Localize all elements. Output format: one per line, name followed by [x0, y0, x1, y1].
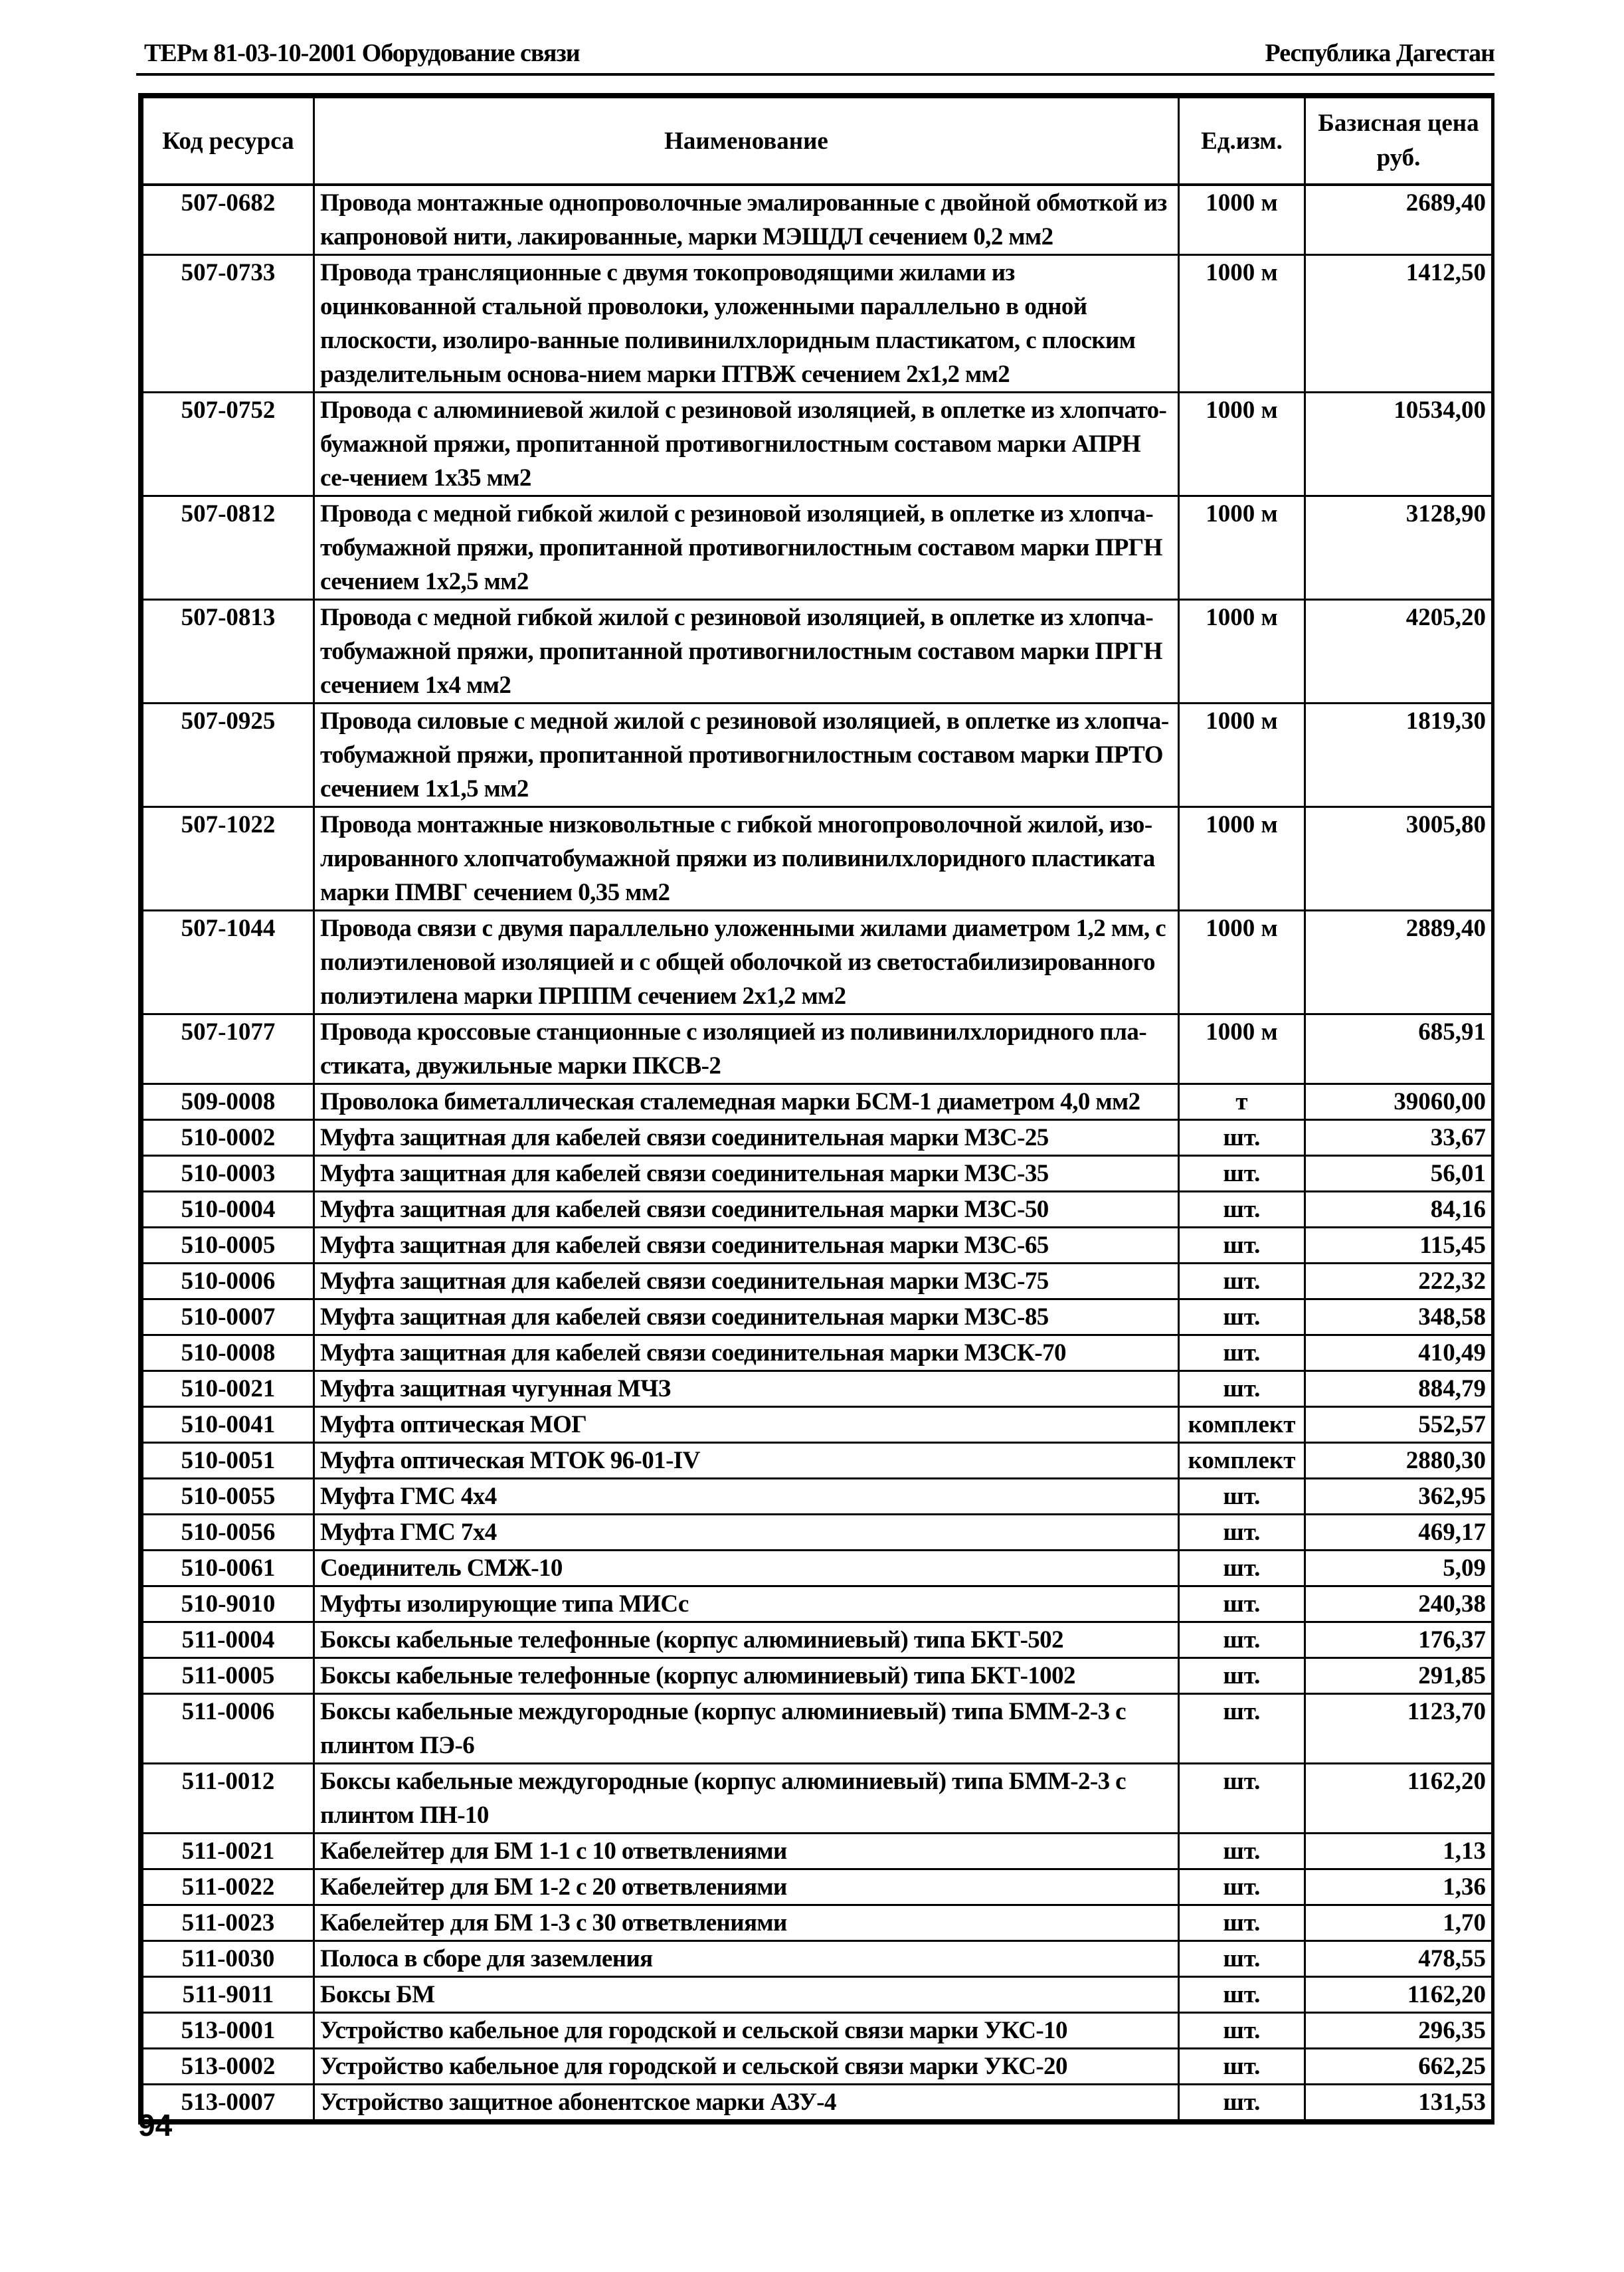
- cell-unit: шт.: [1179, 1335, 1305, 1371]
- cell-price: 685,91: [1305, 1014, 1492, 1084]
- table-row: [143, 1371, 1492, 1407]
- table-row: [143, 1905, 1492, 1941]
- cell-code: 507-0813: [143, 600, 314, 704]
- table-body: [143, 185, 1492, 2121]
- cell-unit: шт.: [1179, 1515, 1305, 1551]
- cell-unit: шт.: [1179, 1371, 1305, 1407]
- cell-price: 296,35: [1305, 2013, 1492, 2049]
- cell-unit: шт.: [1179, 1905, 1305, 1941]
- header-region: Республика Дагестан: [1265, 39, 1494, 67]
- cell-name: Провода с медной гибкой жилой с резиновой изоляцией, в оплетке из хлопча-тобумажной пряжи, пропитанной противогнилостным составом марки ПРГН сечением 1х2,5 мм2: [314, 496, 1179, 600]
- cell-name: Муфта защитная для кабелей связи соединительная марки МЗС-25: [314, 1120, 1179, 1156]
- cell-unit: шт.: [1179, 1586, 1305, 1622]
- table-row: [143, 1120, 1492, 1156]
- cell-code: 511-0012: [143, 1764, 314, 1834]
- column-header-price: [1305, 98, 1492, 185]
- cell-name: Муфта защитная для кабелей связи соединительная марки МЗС-35: [314, 1156, 1179, 1192]
- table-row: [143, 600, 1492, 704]
- table-row: [143, 704, 1492, 807]
- cell-unit: 1000 м: [1179, 255, 1305, 393]
- cell-name: Боксы кабельные междугородные (корпус алюминиевый) типа БММ-2-3 с плинтом ПЭ-6: [314, 1694, 1179, 1764]
- table-row: [143, 1228, 1492, 1264]
- table-header-row: [143, 98, 1492, 185]
- column-header-name: Наименование: [314, 98, 1179, 185]
- price-table: [141, 96, 1493, 2121]
- table-row: [143, 911, 1492, 1014]
- cell-price: 84,16: [1305, 1192, 1492, 1228]
- cell-price: 410,49: [1305, 1335, 1492, 1371]
- cell-name: Муфта защитная для кабелей связи соединительная марки МЗС-50: [314, 1192, 1179, 1228]
- cell-price: 56,01: [1305, 1156, 1492, 1192]
- cell-code: 507-1044: [143, 911, 314, 1014]
- table-row: [143, 1407, 1492, 1443]
- cell-code: 510-0004: [143, 1192, 314, 1228]
- cell-price: 240,38: [1305, 1586, 1492, 1622]
- cell-code: 513-0001: [143, 2013, 314, 2049]
- cell-unit: шт.: [1179, 1156, 1305, 1192]
- table-row: [143, 2085, 1492, 2121]
- cell-code: 507-0682: [143, 185, 314, 255]
- cell-price: 131,53: [1305, 2085, 1492, 2121]
- cell-unit: 1000 м: [1179, 185, 1305, 255]
- cell-unit: шт.: [1179, 1941, 1305, 1977]
- cell-unit: шт.: [1179, 2085, 1305, 2121]
- cell-code: 510-0056: [143, 1515, 314, 1551]
- table-row: [143, 1586, 1492, 1622]
- page-header: [136, 35, 1494, 76]
- cell-name: Кабелейтер для БМ 1-1 с 10 ответвлениями: [314, 1834, 1179, 1869]
- cell-code: 510-0061: [143, 1551, 314, 1586]
- cell-code: 507-0812: [143, 496, 314, 600]
- resource-price-table: [138, 93, 1494, 2125]
- cell-name: Муфта защитная для кабелей связи соединительная марки МЗС-85: [314, 1299, 1179, 1335]
- cell-code: 510-0008: [143, 1335, 314, 1371]
- table-row: [143, 1515, 1492, 1551]
- cell-price: 362,95: [1305, 1479, 1492, 1515]
- cell-code: 509-0008: [143, 1084, 314, 1120]
- cell-price: 552,57: [1305, 1407, 1492, 1443]
- page-number: 94: [138, 2108, 173, 2142]
- cell-price: 3128,90: [1305, 496, 1492, 600]
- table-row: [143, 393, 1492, 496]
- cell-name: Боксы кабельные телефонные (корпус алюминиевый) типа БКТ-1002: [314, 1658, 1179, 1694]
- cell-unit: шт.: [1179, 1764, 1305, 1834]
- cell-unit: шт.: [1179, 1834, 1305, 1869]
- cell-code: 510-0051: [143, 1443, 314, 1479]
- cell-price: 348,58: [1305, 1299, 1492, 1335]
- header-document-title: ТЕРм 81-03-10-2001 Оборудование связи: [144, 39, 580, 67]
- table-row: [143, 1192, 1492, 1228]
- column-header-price-line1: Базисная цена: [1318, 110, 1479, 137]
- cell-price: 469,17: [1305, 1515, 1492, 1551]
- cell-unit: шт.: [1179, 1299, 1305, 1335]
- cell-name: Боксы кабельные междугородные (корпус алюминиевый) типа БММ-2-3 с плинтом ПН-10: [314, 1764, 1179, 1834]
- table-row: [143, 1764, 1492, 1834]
- cell-price: 1,70: [1305, 1905, 1492, 1941]
- table-row: [143, 1694, 1492, 1764]
- cell-code: 511-0006: [143, 1694, 314, 1764]
- table-row: [143, 807, 1492, 911]
- cell-price: 1819,30: [1305, 704, 1492, 807]
- cell-unit: шт.: [1179, 1551, 1305, 1586]
- cell-name: Устройство защитное абонентское марки АЗУ-4: [314, 2085, 1179, 2121]
- cell-code: 511-0004: [143, 1622, 314, 1658]
- cell-code: 510-0041: [143, 1407, 314, 1443]
- cell-price: 10534,00: [1305, 393, 1492, 496]
- cell-unit: шт.: [1179, 1479, 1305, 1515]
- cell-code: 510-0006: [143, 1264, 314, 1299]
- cell-code: 507-0925: [143, 704, 314, 807]
- cell-name: Провода кроссовые станционные с изоляцией из поливинилхлоридного пла-стиката, двужильные марки ПКСВ-2: [314, 1014, 1179, 1084]
- cell-name: Муфта защитная для кабелей связи соединительная марки МЗС-75: [314, 1264, 1179, 1299]
- cell-name: Муфта защитная чугунная МЧЗ: [314, 1371, 1179, 1407]
- table-row: [143, 1479, 1492, 1515]
- cell-price: 1123,70: [1305, 1694, 1492, 1764]
- cell-unit: т: [1179, 1084, 1305, 1120]
- cell-code: 511-0023: [143, 1905, 314, 1941]
- cell-unit: шт.: [1179, 2049, 1305, 2085]
- cell-code: 511-0021: [143, 1834, 314, 1869]
- cell-code: 510-0003: [143, 1156, 314, 1192]
- table-row: [143, 185, 1492, 255]
- table-row: [143, 255, 1492, 393]
- cell-name: Муфта ГМС 4х4: [314, 1479, 1179, 1515]
- cell-code: 507-0752: [143, 393, 314, 496]
- cell-name: Боксы кабельные телефонные (корпус алюминиевый) типа БКТ-502: [314, 1622, 1179, 1658]
- cell-name: Соединитель СМЖ-10: [314, 1551, 1179, 1586]
- table-row: [143, 1622, 1492, 1658]
- cell-name: Устройство кабельное для городской и сельской связи марки УКС-10: [314, 2013, 1179, 2049]
- cell-unit: комплект: [1179, 1407, 1305, 1443]
- cell-code: 511-9011: [143, 1977, 314, 2013]
- cell-code: 507-1077: [143, 1014, 314, 1084]
- cell-code: 511-0030: [143, 1941, 314, 1977]
- cell-unit: шт.: [1179, 1869, 1305, 1905]
- cell-unit: 1000 м: [1179, 600, 1305, 704]
- cell-price: 291,85: [1305, 1658, 1492, 1694]
- column-header-unit: Ед.изм.: [1179, 98, 1305, 185]
- table-row: [143, 2049, 1492, 2085]
- column-header-price-line2: руб.: [1376, 144, 1421, 171]
- cell-price: 2889,40: [1305, 911, 1492, 1014]
- cell-price: 1162,20: [1305, 1764, 1492, 1834]
- cell-name: Муфта защитная для кабелей связи соединительная марки МЗСК-70: [314, 1335, 1179, 1371]
- table-row: [143, 2013, 1492, 2049]
- cell-price: 1,13: [1305, 1834, 1492, 1869]
- cell-name: Муфта оптическая МОГ: [314, 1407, 1179, 1443]
- cell-unit: шт.: [1179, 1658, 1305, 1694]
- cell-name: Проволока биметаллическая сталемедная марки БСМ-1 диаметром 4,0 мм2: [314, 1084, 1179, 1120]
- cell-name: Боксы БМ: [314, 1977, 1179, 2013]
- table-row: [143, 1156, 1492, 1192]
- table-row: [143, 1869, 1492, 1905]
- table-row: [143, 1658, 1492, 1694]
- cell-price: 662,25: [1305, 2049, 1492, 2085]
- cell-price: 1162,20: [1305, 1977, 1492, 2013]
- table-row: [143, 1941, 1492, 1977]
- cell-code: 507-1022: [143, 807, 314, 911]
- cell-name: Кабелейтер для БМ 1-3 с 30 ответвлениями: [314, 1905, 1179, 1941]
- cell-name: Провода монтажные однопроволочные эмалированные с двойной обмоткой из капроновой нити, лакированные, марки МЭШДЛ сечением 0,2 мм2: [314, 185, 1179, 255]
- table-row: [143, 1084, 1492, 1120]
- table-row: [143, 1977, 1492, 2013]
- cell-price: 222,32: [1305, 1264, 1492, 1299]
- cell-price: 115,45: [1305, 1228, 1492, 1264]
- cell-price: 478,55: [1305, 1941, 1492, 1977]
- cell-code: 510-0007: [143, 1299, 314, 1335]
- cell-name: Провода связи с двумя параллельно уложенными жилами диаметром 1,2 мм, с полиэтиленовой изоляцией и с общей оболочкой из светостабилизированного полиэтилена марки ПРППМ сечением 2х1,2 мм2: [314, 911, 1179, 1014]
- cell-unit: шт.: [1179, 2013, 1305, 2049]
- cell-price: 5,09: [1305, 1551, 1492, 1586]
- cell-code: 510-0002: [143, 1120, 314, 1156]
- column-header-code: Код ресурса: [143, 98, 314, 185]
- cell-name: Полоса в сборе для заземления: [314, 1941, 1179, 1977]
- cell-price: 1412,50: [1305, 255, 1492, 393]
- cell-name: Муфты изолирующие типа МИСс: [314, 1586, 1179, 1622]
- cell-name: Провода монтажные низковольтные с гибкой многопроволочной жилой, изо-лированного хлопчатобумажной пряжи из поливинилхлоридного пластиката марки ПМВГ сечением 0,35 мм2: [314, 807, 1179, 911]
- cell-price: 176,37: [1305, 1622, 1492, 1658]
- cell-unit: 1000 м: [1179, 393, 1305, 496]
- cell-unit: шт.: [1179, 1977, 1305, 2013]
- cell-code: 513-0002: [143, 2049, 314, 2085]
- cell-unit: шт.: [1179, 1264, 1305, 1299]
- cell-code: 511-0005: [143, 1658, 314, 1694]
- cell-code: 513-0007: [143, 2085, 314, 2121]
- cell-price: 1,36: [1305, 1869, 1492, 1905]
- table-row: [143, 1335, 1492, 1371]
- cell-unit: 1000 м: [1179, 496, 1305, 600]
- cell-price: 4205,20: [1305, 600, 1492, 704]
- cell-unit: 1000 м: [1179, 1014, 1305, 1084]
- table-row: [143, 1551, 1492, 1586]
- cell-code: 510-9010: [143, 1586, 314, 1622]
- table-row: [143, 496, 1492, 600]
- cell-name: Кабелейтер для БМ 1-2 с 20 ответвлениями: [314, 1869, 1179, 1905]
- cell-price: 33,67: [1305, 1120, 1492, 1156]
- cell-unit: шт.: [1179, 1228, 1305, 1264]
- cell-name: Устройство кабельное для городской и сельской связи марки УКС-20: [314, 2049, 1179, 2085]
- cell-unit: шт.: [1179, 1694, 1305, 1764]
- table-row: [143, 1443, 1492, 1479]
- cell-code: 511-0022: [143, 1869, 314, 1905]
- cell-price: 39060,00: [1305, 1084, 1492, 1120]
- table-row: [143, 1834, 1492, 1869]
- cell-name: Муфта защитная для кабелей связи соединительная марки МЗС-65: [314, 1228, 1179, 1264]
- cell-name: Провода трансляционные с двумя токопроводящими жилами из оцинкованной стальной проволоки, уложенными параллельно в одной плоскости, изолиро-ванные поливинилхлоридным пластикатом, с плоским разделительным основа-нием марки ПТВЖ сечением 2х1,2 мм2: [314, 255, 1179, 393]
- cell-unit: 1000 м: [1179, 807, 1305, 911]
- cell-unit: 1000 м: [1179, 911, 1305, 1014]
- cell-price: 2689,40: [1305, 185, 1492, 255]
- table-row: [143, 1264, 1492, 1299]
- cell-code: 510-0055: [143, 1479, 314, 1515]
- cell-unit: шт.: [1179, 1622, 1305, 1658]
- cell-unit: 1000 м: [1179, 704, 1305, 807]
- cell-code: 510-0005: [143, 1228, 314, 1264]
- cell-code: 507-0733: [143, 255, 314, 393]
- cell-name: Провода с медной гибкой жилой с резиновой изоляцией, в оплетке из хлопча-тобумажной пряжи, пропитанной противогнилостным составом марки ПРГН сечением 1х4 мм2: [314, 600, 1179, 704]
- table-row: [143, 1299, 1492, 1335]
- cell-name: Муфта оптическая МТОК 96-01-IV: [314, 1443, 1179, 1479]
- cell-name: Провода с алюминиевой жилой с резиновой изоляцией, в оплетке из хлопчато-бумажной пряжи, пропитанной противогнилостным составом марки АПРН се-чением 1х35 мм2: [314, 393, 1179, 496]
- cell-price: 884,79: [1305, 1371, 1492, 1407]
- cell-price: 2880,30: [1305, 1443, 1492, 1479]
- cell-name: Муфта ГМС 7х4: [314, 1515, 1179, 1551]
- cell-price: 3005,80: [1305, 807, 1492, 911]
- cell-unit: комплект: [1179, 1443, 1305, 1479]
- cell-name: Провода силовые с медной жилой с резиновой изоляцией, в оплетке из хлопча-тобумажной пряжи, пропитанной противогнилостным составом марки ПРТО сечением 1х1,5 мм2: [314, 704, 1179, 807]
- table-row: [143, 1014, 1492, 1084]
- cell-unit: шт.: [1179, 1192, 1305, 1228]
- cell-unit: шт.: [1179, 1120, 1305, 1156]
- cell-code: 510-0021: [143, 1371, 314, 1407]
